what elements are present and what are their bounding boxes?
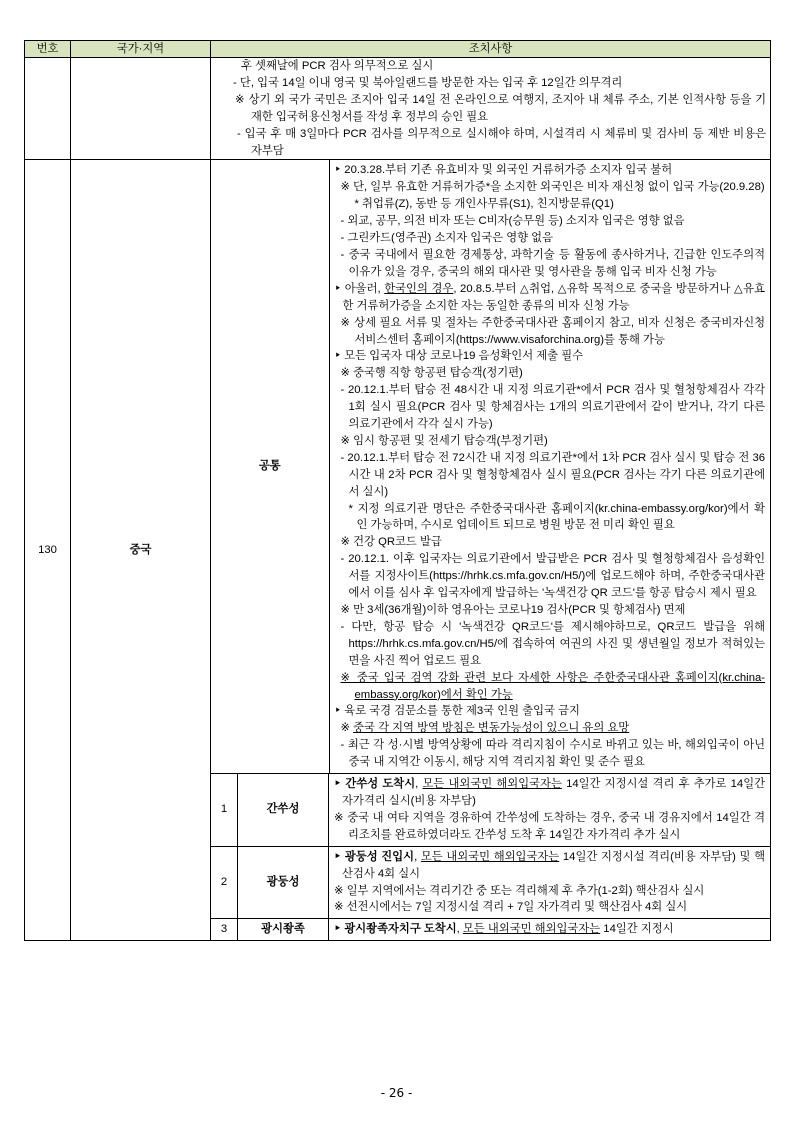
region-line [334,921,765,938]
header-row [25,41,771,58]
common-underline: ※ 중국 입국 검역 강화 관련 보다 자세한 사항은 주한중국대사관 홈페이지(kr.china-embassy.org/kor)에서 확인 가능 [340,671,766,701]
region-body [329,774,771,847]
region-line [334,849,765,883]
continuation-line: - 입국 후 매 3일마다 PCR 검사를 의무적으로 실시해야 하며, 시설격리 시 체류비 및 검사비 등 제반 비용은 자부담 [237,127,767,157]
entry-country: 중국 [71,160,211,941]
common-label: 공통 [211,160,329,773]
entry-common-row [25,160,771,774]
continuation-body [211,58,771,160]
region-name: 광시좡족 [238,919,329,941]
common-line: ※ 상세 필요 서류 및 절차는 주한중국대사관 홈페이지 참고, 비자 신청은 중국비자신청서비스센터 홈페이지(https://www.visaforchina.org)를 통해 가능 [340,316,766,346]
common-line: - 20.12.1.부터 탑승 전 72시간 내 지정 의료기관*에서 1차 PCR 검사 실시 및 탑승 전 36시간 내 2차 PCR 검사 및 혈청항체검사 실시 필요(PCR 검사는 각기 다른 의료기관에서 실시) [340,451,766,498]
common-body [329,160,770,773]
region-bold: ‣ 간쑤성 도착시 [334,778,416,791]
common-line: - 중국 국내에서 필요한 경제통상, 과학기술 등 활동에 종사하거나, 긴급한 인도주의적 이유가 있을 경우, 중국의 해외 대사관 및 영사관을 통해 입국 비자 신청 가능 [340,248,766,278]
region-line: ※ 중국 내 여타 지역을 경유하여 간쑤성에 도착하는 경우, 중국 내 경유지에서 14일간 격리조치를 완료하였더라도 간쑤성 도착 후 14일간 자가격리 추가 실시 [334,811,766,841]
region-bold: ‣ 광둥성 진입시 [334,850,415,863]
region-text: , [414,850,421,863]
common-text: ※ [340,722,354,735]
continuation-country-cell [71,58,211,160]
common-line: * 취업류(Z), 동반 등 개인사무류(S1), 친지방문류(Q1) [354,198,614,211]
common-text: , 20.8.5.부터 △취업, △유학 목적으로 중국을 방문하거나 △유효한 거류허가증을 소지한 자는 동일한 종류의 비자 신청 가능 [342,282,766,312]
common-line: ‣ 20.3.28.부터 기존 유효비자 및 외국인 거류허가증 소지자 입국 불허 [334,164,673,177]
common-line: - 그린카드(영주권) 소지자 입국은 영향 없음 [340,232,553,245]
common-underline: 한국인의 경우 [384,282,454,295]
region-number: 2 [211,846,238,919]
region-underline: 모든 내외국민 해외입국자는 [462,923,601,936]
common-line [335,720,766,737]
region-text: 14일간 지정시설 격리(비용 자부담) 및 핵산검사 4회 실시 [342,850,766,880]
header-country: 국가·지역 [71,41,211,58]
common-line: - 최근 각 성·시별 방역상황에 따라 격리지침이 수시로 바뀌고 있는 바, 해외입국이 아닌 중국 내 지역간 이동시, 해당 지역 격리지침 확인 및 준수 필요 [340,739,766,769]
region-name: 간쑤성 [238,774,329,847]
common-line: * 지정 의료기관 명단은 주한중국대사관 홈페이지(kr.china-embassy.org/kor)에서 확인 가능하며, 수시로 업데이트 되므로 병원 방문 전 미리 확인 필요 [348,502,766,532]
header-measures: 조치사항 [211,41,771,58]
common-line: - 외교, 공무, 의전 비자 또는 C비자(승무원 등) 소지자 입국은 영향 없음 [340,215,685,228]
continuation-line: 후 셋째날에 PCR 검사 의무적으로 실시 [241,60,434,72]
common-line: ※ 임시 항공편 및 전세기 탑승객(부정기편) [340,434,548,447]
common-line: - 다만, 항공 탑승 시 '녹색건강 QR코드'를 제시해야하므로, QR코드 발급을 위해 https://hrhk.cs.mfa.gov.cn/H5/에 접속하여 여권의 사진 및 생년월일 정보가 적혀있는 면을 사진 찍어 업로드 필요 [340,620,766,667]
continuation-line: - 단, 입국 14일 이내 영국 및 북아일랜드를 방문한 자는 입국 후 12일간 의무격리 [233,76,623,89]
page-number: - 26 - [380,1086,413,1100]
common-line: - 20.12.1.부터 탑승 전 48시간 내 지정 의료기관*에서 PCR 검사 및 혈청항체검사 각각 1회 실시 필요(PCR 검사 및 항체검사는 1개의 의료기관에서 같이 받거나, 각기 다른 의료기관에서 각각 실시 가능) [340,384,766,431]
measures-table [24,40,771,941]
region-text: , [415,778,423,791]
region-body [329,919,771,941]
region-underline: 모든 내외국민 해외입국자는 [422,778,562,791]
region-name: 광둥성 [238,846,329,919]
region-text: 14일간 지정시 [600,923,674,936]
common-line: ※ 단, 일부 유효한 거류허가증*을 소지한 외국인은 비자 재신청 없이 입국 가능(20.9.28) [340,181,765,194]
region-number: 1 [211,774,238,847]
common-line: ‣ 모든 입국자 대상 코로나19 음성확인서 제출 필수 [334,350,584,363]
header-number: 번호 [25,41,71,58]
region-number: 3 [211,919,238,941]
common-line [335,670,766,704]
region-bold: ‣ 광시좡족자치구 도착시 [334,923,457,936]
common-inner [211,160,770,773]
common-line: ‣ 육로 국경 검문소를 통한 제3국 인원 출입국 금지 [334,705,580,718]
common-line: - 20.12.1. 이후 입국자는 의료기관에서 발급받은 PCR 검사 및 혈청항체검사 음성확인서를 지정사이트(https://hrhk.cs.mfa.gov.cn/H5/)에 업로드해야 하며, 주한중국대사관에서 이를 심사 후 입국자에게 발급하는 '녹색건강 QR 코드'를 항공 탑승시 제시 필요 [340,553,766,600]
common-line: ※ 건강 QR코드 발급 [340,536,442,549]
common-cell [211,160,771,774]
region-underline: 모든 내외국민 해외입국자는 [420,850,560,863]
common-text: ‣ 아울러, [334,282,385,295]
common-line: ※ 만 3세(36개월)이하 영유아는 코로나19 검사(PCR 및 항체검사) 면제 [340,604,686,616]
common-underline: 중국 각 지역 방역 방침은 변동가능성이 있으니 유의 요망 [353,722,630,735]
continuation-number-cell [25,58,71,160]
common-line: ※ 중국행 직항 항공편 탑승객(정기편) [340,367,523,380]
region-line [334,776,765,810]
region-body [329,846,771,919]
region-text: 14일간 지정시설 격리 후 추가로 14일간 자가격리 실시(비용 자부담) [342,778,766,807]
continuation-line: ※ 상기 외 국가 국민은 조지아 입국 14일 전 온라인으로 여행지, 조지아 내 체류 주소, 기본 인적사항 등을 기재한 입국허용신청서를 작성 후 정부의 승인 필요 [235,93,767,123]
region-line: ※ 일부 지역에서는 격리기간 중 또는 격리해제 후 추가(1-2회) 핵산검사 실시 [334,884,705,897]
region-line: ※ 선전시에서는 7일 지정시설 격리 + 7일 자가격리 및 핵산검사 4회 실시 [334,901,688,914]
entry-number: 130 [25,160,71,941]
continuation-row [25,58,771,160]
region-text: , [456,923,463,936]
common-line [335,281,766,315]
